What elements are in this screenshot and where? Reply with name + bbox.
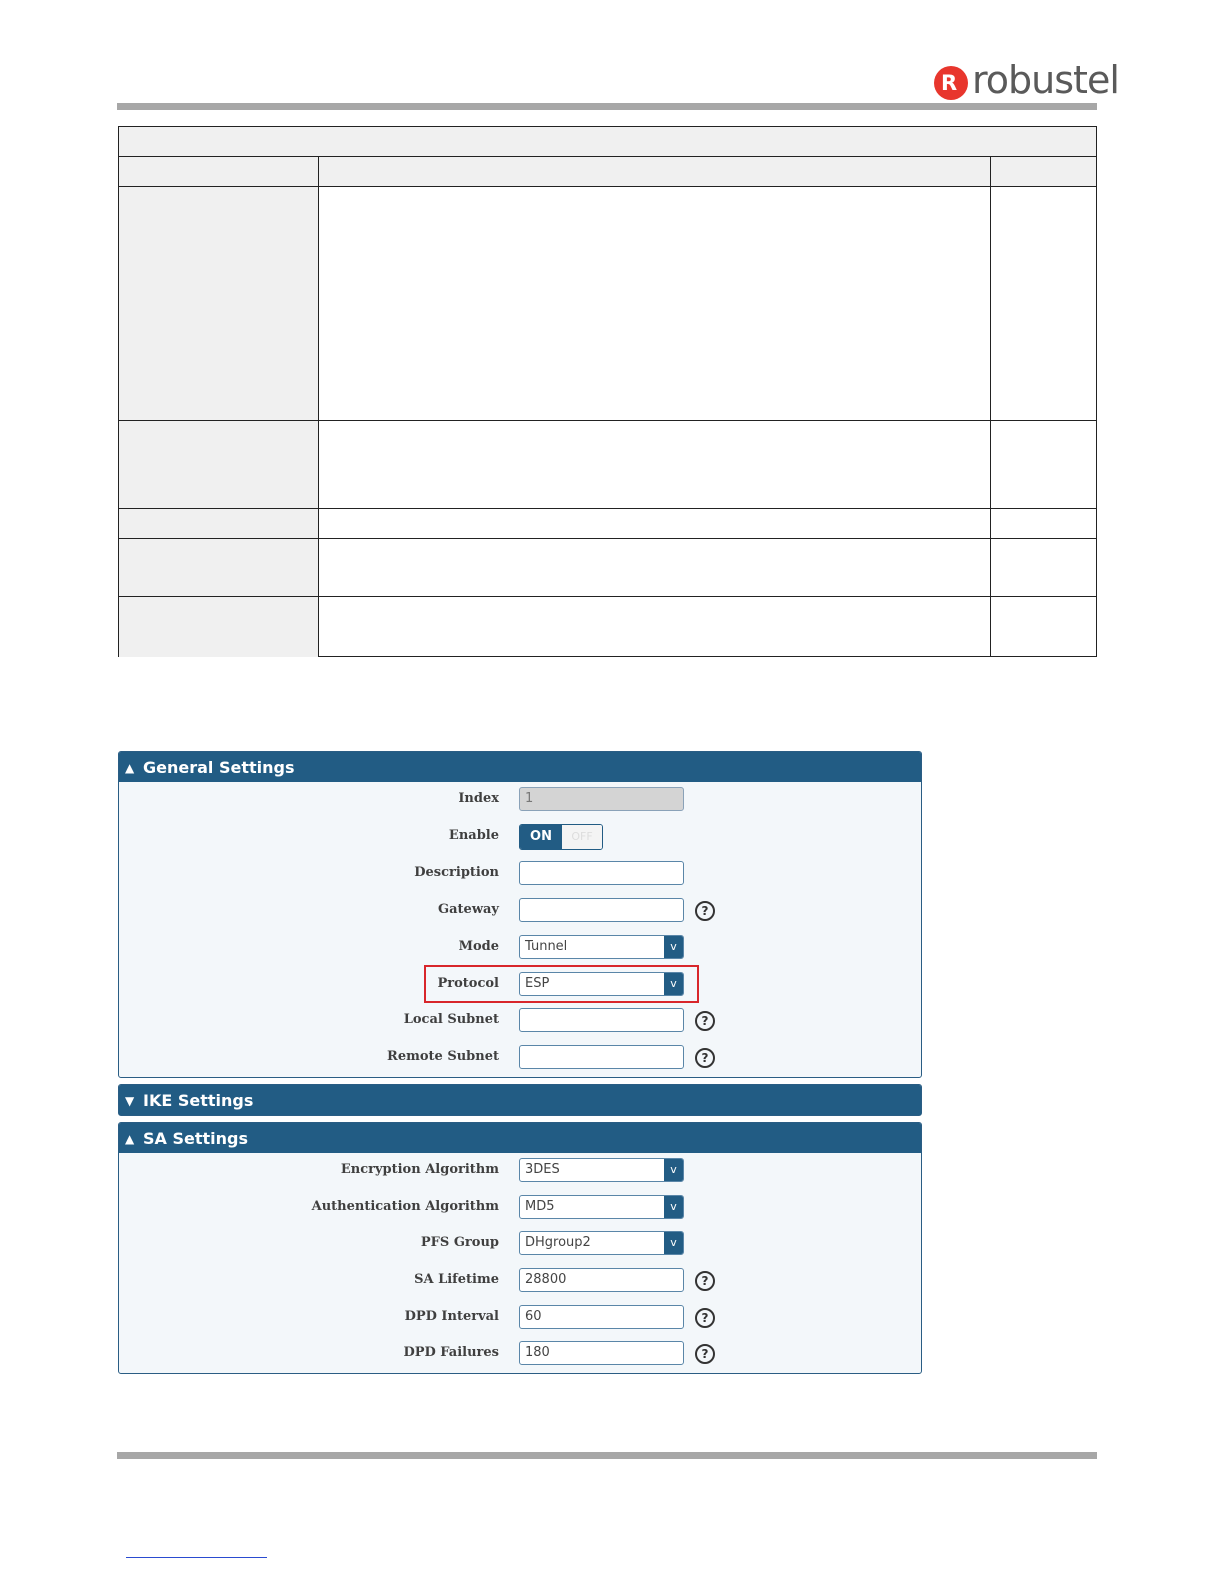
chevron-down-icon: ▼ [125,1094,135,1108]
authentication-algorithm-value: MD5 [525,1199,555,1214]
table-rule [119,596,1096,597]
gateway-row [119,898,921,924]
gateway-input[interactable] [519,898,684,922]
enable-row [119,824,921,850]
enable-label: Enable [448,828,499,843]
description-row [119,861,921,887]
chevron-down-icon: v [664,1159,683,1181]
question-circle-icon[interactable]: ? [695,1344,715,1364]
mode-label: Mode [458,939,499,954]
enable-toggle[interactable] [519,824,603,850]
footer-link-underline[interactable] [126,1557,267,1558]
sa-lifetime-label: SA Lifetime [414,1272,499,1287]
remote-subnet-label: Remote Subnet [387,1049,499,1064]
dpd-interval-label: DPD Interval [404,1309,499,1324]
pfs-group-row [119,1231,921,1257]
description-input[interactable] [519,861,684,885]
table-rule [119,508,1096,509]
gateway-label: Gateway [438,902,499,917]
toggle-off: OFF [562,825,602,849]
table-header-row [119,157,1096,186]
pfs-group-select[interactable] [519,1231,684,1255]
mode-row [119,935,921,961]
local-subnet-label: Local Subnet [403,1012,499,1027]
footer-rule [117,1452,1097,1459]
dpd-failures-row [119,1341,921,1367]
remote-subnet-input[interactable] [519,1045,684,1069]
index-label: Index [458,791,499,806]
robustel-logo-mark: R [934,66,968,100]
local-subnet-input[interactable] [519,1008,684,1032]
robustel-logo [934,58,1119,106]
authentication-algorithm-select[interactable] [519,1195,684,1219]
mode-select[interactable] [519,935,684,959]
protocol-value: ESP [525,976,550,991]
description-label: Description [414,865,499,880]
mode-value: Tunnel [525,939,568,954]
sa-lifetime-row [119,1268,921,1294]
dpd-failures-input[interactable]: 180 [519,1341,684,1365]
chevron-down-icon: v [664,1232,683,1254]
table-rule [119,538,1096,539]
sa-settings-header[interactable]: ▲ SA Settings [119,1123,921,1153]
toggle-on: ON [520,825,562,849]
authentication-algorithm-label: Authentication Algorithm [311,1199,499,1214]
table-rule [119,186,1096,187]
question-circle-icon[interactable]: ? [695,1048,715,1068]
index-input: 1 [519,787,684,811]
remote-subnet-row [119,1045,921,1071]
table-title-row [119,127,1096,156]
pfs-group-value: DHgroup2 [525,1235,591,1250]
question-circle-icon[interactable]: ? [695,1308,715,1328]
table-first-column [119,187,318,657]
ike-settings-header[interactable]: ▼ IKE Settings [119,1085,921,1115]
table-rule [119,156,1096,157]
pfs-group-label: PFS Group [420,1235,499,1250]
ike-settings-panel [118,1084,922,1116]
chevron-up-icon: ▲ [125,1132,135,1146]
document-table [118,126,1097,657]
header-rule [117,103,1097,110]
table-column-divider [318,156,319,656]
chevron-up-icon: ▲ [125,761,135,775]
encryption-algorithm-select[interactable] [519,1158,684,1182]
general-settings-panel [118,751,922,1078]
local-subnet-row [119,1008,921,1034]
chevron-down-icon: v [664,973,683,995]
sa-lifetime-input[interactable]: 28800 [519,1268,684,1292]
general-settings-header[interactable]: ▲ General Settings [119,752,921,782]
encryption-algorithm-row [119,1158,921,1184]
question-circle-icon[interactable]: ? [695,1011,715,1031]
protocol-highlight-box [424,965,699,1003]
dpd-interval-input[interactable]: 60 [519,1305,684,1329]
sa-settings-panel [118,1122,922,1374]
robustel-logo-text: robustel [972,58,1119,102]
dpd-failures-label: DPD Failures [403,1345,499,1360]
question-circle-icon[interactable]: ? [695,901,715,921]
protocol-label: Protocol [437,976,499,991]
chevron-down-icon: v [664,1196,683,1218]
authentication-algorithm-row [119,1195,921,1221]
table-rule [119,420,1096,421]
chevron-down-icon: v [664,936,683,958]
index-row [119,787,921,813]
question-circle-icon[interactable]: ? [695,1271,715,1291]
dpd-interval-row [119,1305,921,1331]
encryption-algorithm-label: Encryption Algorithm [340,1162,499,1177]
encryption-algorithm-value: 3DES [525,1162,560,1177]
table-column-divider [990,156,991,656]
